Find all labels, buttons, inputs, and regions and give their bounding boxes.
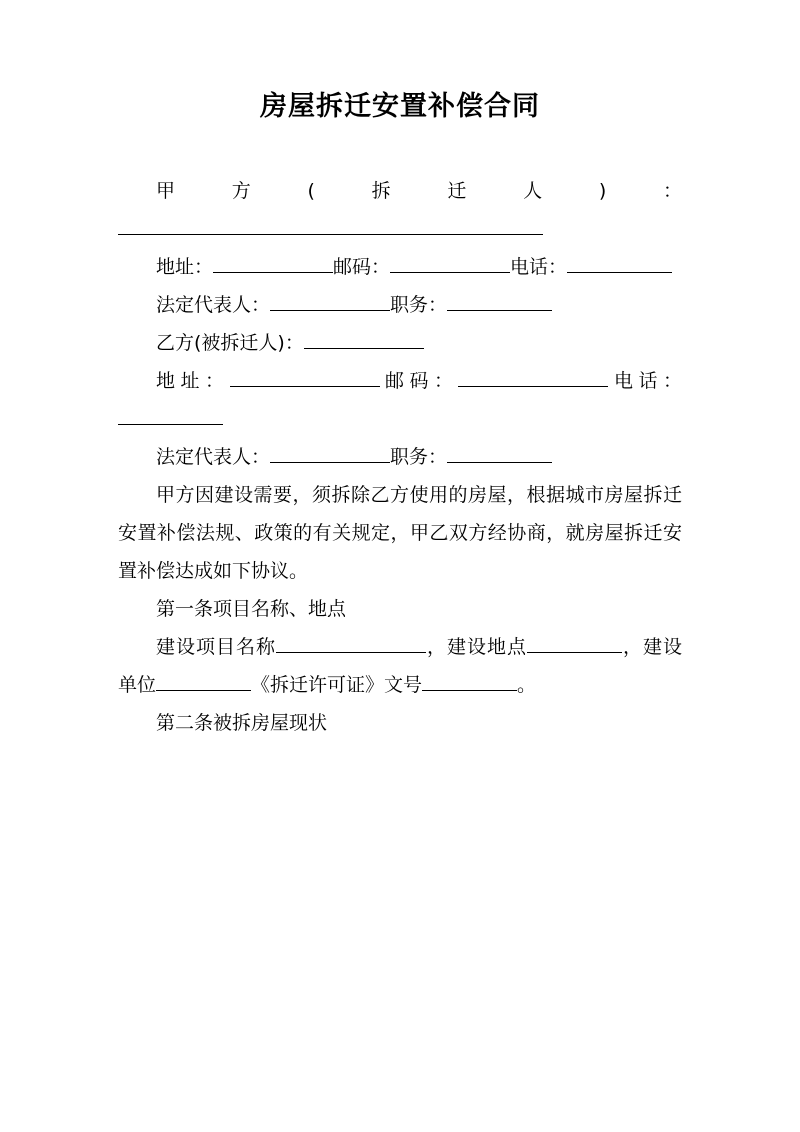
party-b-legal-rep-label: 法定代表人： xyxy=(156,445,271,468)
party-b-address-line xyxy=(118,362,682,438)
party-a-name-blank[interactable] xyxy=(118,234,543,235)
party-a-address-label: 地址： xyxy=(156,255,214,278)
party-a-legal-rep-label: 法定代表人： xyxy=(156,293,271,316)
party-b-phone-label: 电话： xyxy=(608,369,682,392)
party-b-address-label: 地址： xyxy=(156,369,230,392)
party-a-postcode-blank[interactable] xyxy=(390,272,510,273)
party-a-legal-rep-line xyxy=(118,286,682,324)
project-location-blank[interactable] xyxy=(527,652,622,653)
clause-one-body xyxy=(118,628,682,704)
party-a-legal-rep-blank[interactable] xyxy=(270,310,390,311)
party-b-postcode-blank[interactable] xyxy=(458,386,608,387)
party-b-postcode-label: 邮码： xyxy=(379,369,459,392)
clause-one-text-5: 。 xyxy=(517,673,537,696)
clause-one-text-3: ，建设单位 xyxy=(118,635,682,696)
party-a-line xyxy=(118,172,682,248)
party-b-label: 乙方(被拆迁人)： xyxy=(156,331,304,354)
party-a-address-line xyxy=(118,248,682,286)
clause-two-heading: 第二条被拆房屋现状 xyxy=(156,711,328,734)
clause-one-text-2: ，建设地点 xyxy=(425,635,527,658)
party-a-postcode-label: 邮码： xyxy=(333,255,391,278)
party-b-name-blank[interactable] xyxy=(304,348,424,349)
party-a-phone-blank[interactable] xyxy=(567,272,672,273)
party-b-legal-rep-line xyxy=(118,438,682,476)
construction-unit-blank[interactable] xyxy=(156,690,251,691)
party-b-position-blank[interactable] xyxy=(447,462,552,463)
party-a-address-blank[interactable] xyxy=(213,272,333,273)
party-a-position-blank[interactable] xyxy=(447,310,552,311)
clause-one-heading: 第一条项目名称、地点 xyxy=(156,597,347,620)
page-title: 房屋拆迁安置补偿合同 xyxy=(260,91,540,122)
permit-number-blank[interactable] xyxy=(422,690,517,691)
party-a-position-label: 职务： xyxy=(390,293,448,316)
project-name-blank[interactable] xyxy=(276,652,426,653)
clause-one-text-4: 《拆迁许可证》文号 xyxy=(251,673,423,696)
contract-content xyxy=(118,172,682,742)
party-b-position-label: 职务： xyxy=(390,445,448,468)
clause-one-text-1: 建设项目名称 xyxy=(156,635,276,658)
party-b-line xyxy=(118,324,682,362)
party-a-phone-label: 电话： xyxy=(510,255,568,278)
preamble-paragraph: 甲方因建设需要，须拆除乙方使用的房屋，根据城市房屋拆迁安置补偿法规、政策的有关规定，甲乙双方经协商，就房屋拆迁安置补偿达成如下协议。 xyxy=(118,483,682,582)
party-b-phone-blank[interactable] xyxy=(118,424,223,425)
party-b-legal-rep-blank[interactable] xyxy=(270,462,390,463)
party-b-address-blank[interactable] xyxy=(230,386,380,387)
party-a-label: 甲方(拆迁人)： xyxy=(156,179,682,202)
